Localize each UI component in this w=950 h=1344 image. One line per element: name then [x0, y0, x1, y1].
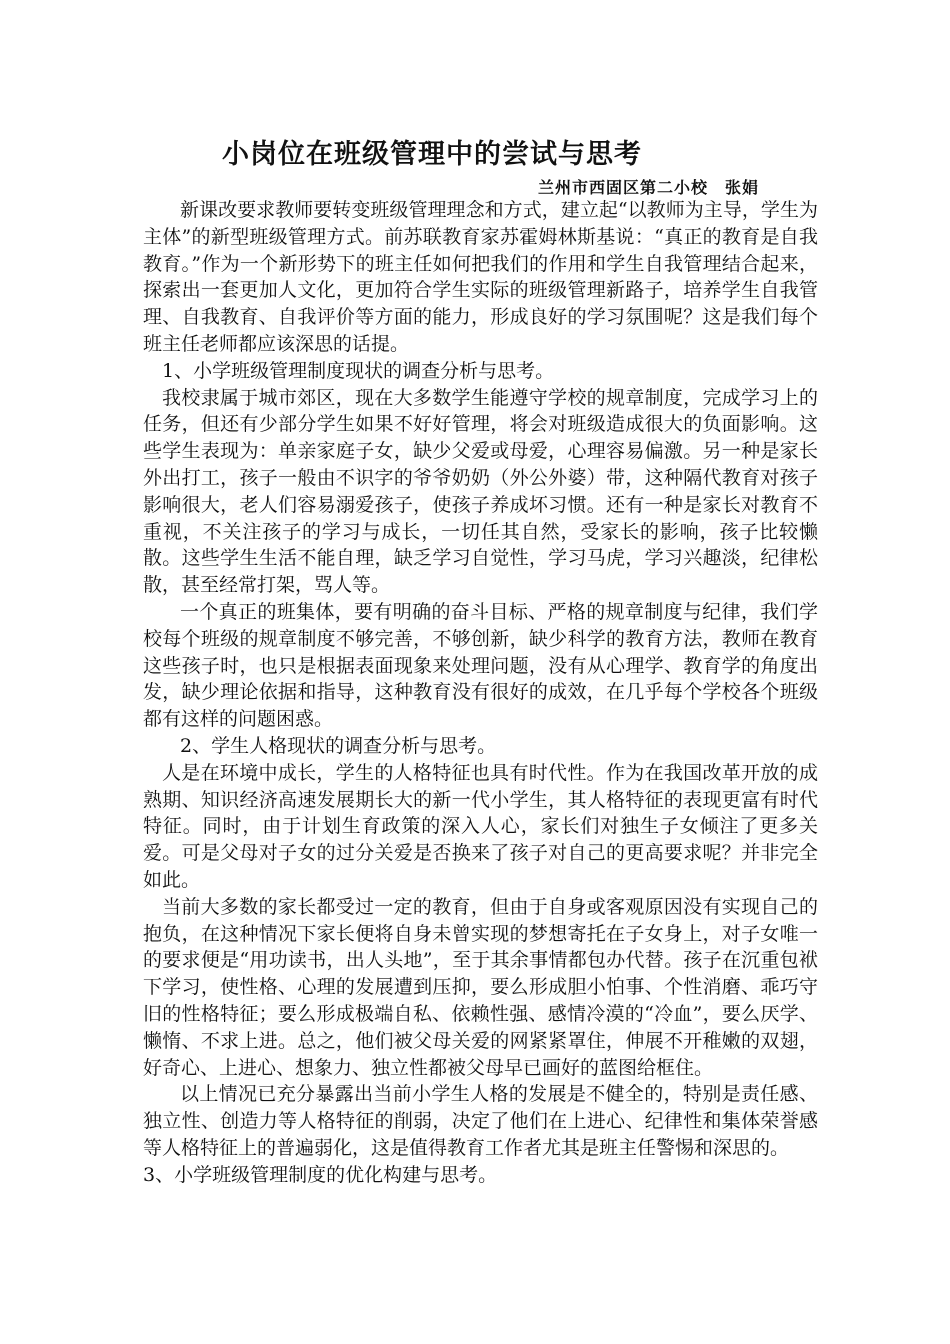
paragraph-intro: 新课改要求教师要转变班级管理理念和方式，建立起“以教师为主导，学生为主体”的新型班级管理方式。前苏联教育家苏霍姆林斯基说：“真正的教育是自我教育。”作为一个新形势下的班主任如何把我们的作用和学生自我管理结合起来，探索出一套更加人文化，更加符合学生实际的班级管理新路子，培养学生自我管理、自我教育、自我评价等方面的能力，形成良好的学习氛围呢？这是我们每个班主任老师都应该深思的话提。: [143, 199, 818, 355]
section-heading-1: 1、小学班级管理制度现状的调查分析与思考。: [162, 359, 555, 382]
paragraph-2-3: 以上情况已充分暴露出当前小学生人格的发展是不健全的，特别是责任感、独立性、创造力等人格特征的削弱，决定了他们在上进心、纪律性和集体荣誉感等人格特征上的普遍弱化，这是值得教育工作者尤其是班主任警惕和深思的。: [143, 1083, 818, 1159]
section-heading-3: 3、小学班级管理制度的优化构建与思考。: [143, 1163, 498, 1186]
paragraph-2-1: 人是在环境中成长，学生的人格特征也具有时代性。作为在我国改革开放的成熟期、知识经济高速发展期长大的新一代小学生，其人格特征的表现更富有时代特征。同时，由于计划生育政策的深入人心，家长们对独生子女倾注了更多关爱。可是父母对子女的过分关爱是否换来了孩子对自己的更高要求呢？并非完全如此。: [143, 761, 818, 891]
paragraph-1-2: 一个真正的班集体，要有明确的奋斗目标、严格的规章制度与纪律，我们学校每个班级的规章制度不够完善，不够创新，缺少科学的教育方法，教师在教育这些孩子时，也只是根据表面现象来处理问题，没有从心理学、教育学的角度出发，缺少理论依据和指导，这种教育没有很好的成效，在几乎每个学校各个班级都有这样的问题困惑。: [143, 600, 818, 731]
paragraph-2-2: 当前大多数的家长都受过一定的教育，但由于自身或客观原因没有实现自己的抱负，在这种情况下家长便将自身未曾实现的梦想寄托在子女身上，对子女唯一的要求便是“用功读书，出人头地”，至于其余事情都包办代替。孩子在沉重包袱下学习，使性格、心理的发展遭到压抑，要么形成胆小怕事、个性消磨、乖巧守旧的性格特征；要么形成极端自私、依赖性强、感情冷漠的“冷血”，要么厌学、懒惰、不求上进。总之，他们被父母关爱的网紧紧罩住，伸展不开稚嫩的双翅，好奇心、上进心、想象力、独立性都被父母早已画好的蓝图给框住。: [143, 895, 818, 1079]
document-title: 小岗位在班级管理中的尝试与思考: [222, 139, 642, 170]
author-line: 兰州市西固区第二小校 张娟: [538, 178, 760, 197]
section-heading-2: 2、学生人格现状的调查分析与思考。: [180, 734, 497, 757]
paragraph-1-1: 我校隶属于城市郊区，现在大多数学生能遵守学校的规章制度，完成学习上的任务，但还有少部分学生如果不好好管理，将会对班级造成很大的负面影响。这些学生表现为：单亲家庭子女，缺少父爱或母爱，心理容易偏激。另一种是家长外出打工，孩子一般由不识字的爷爷奶奶（外公外婆）带，这种隔代教育对孩子影响很大，老人们容易溺爱孩子，使孩子养成坏习惯。还有一种是家长对教育不重视，不关注孩子的学习与成长，一切任其自然，受家长的影响，孩子比较懒散。这些学生生活不能自理，缺乏学习自觉性，学习马虎，学习兴趣淡，纪律松散，甚至经常打架，骂人等。: [143, 386, 818, 597]
document-body: [143, 197, 818, 1188]
